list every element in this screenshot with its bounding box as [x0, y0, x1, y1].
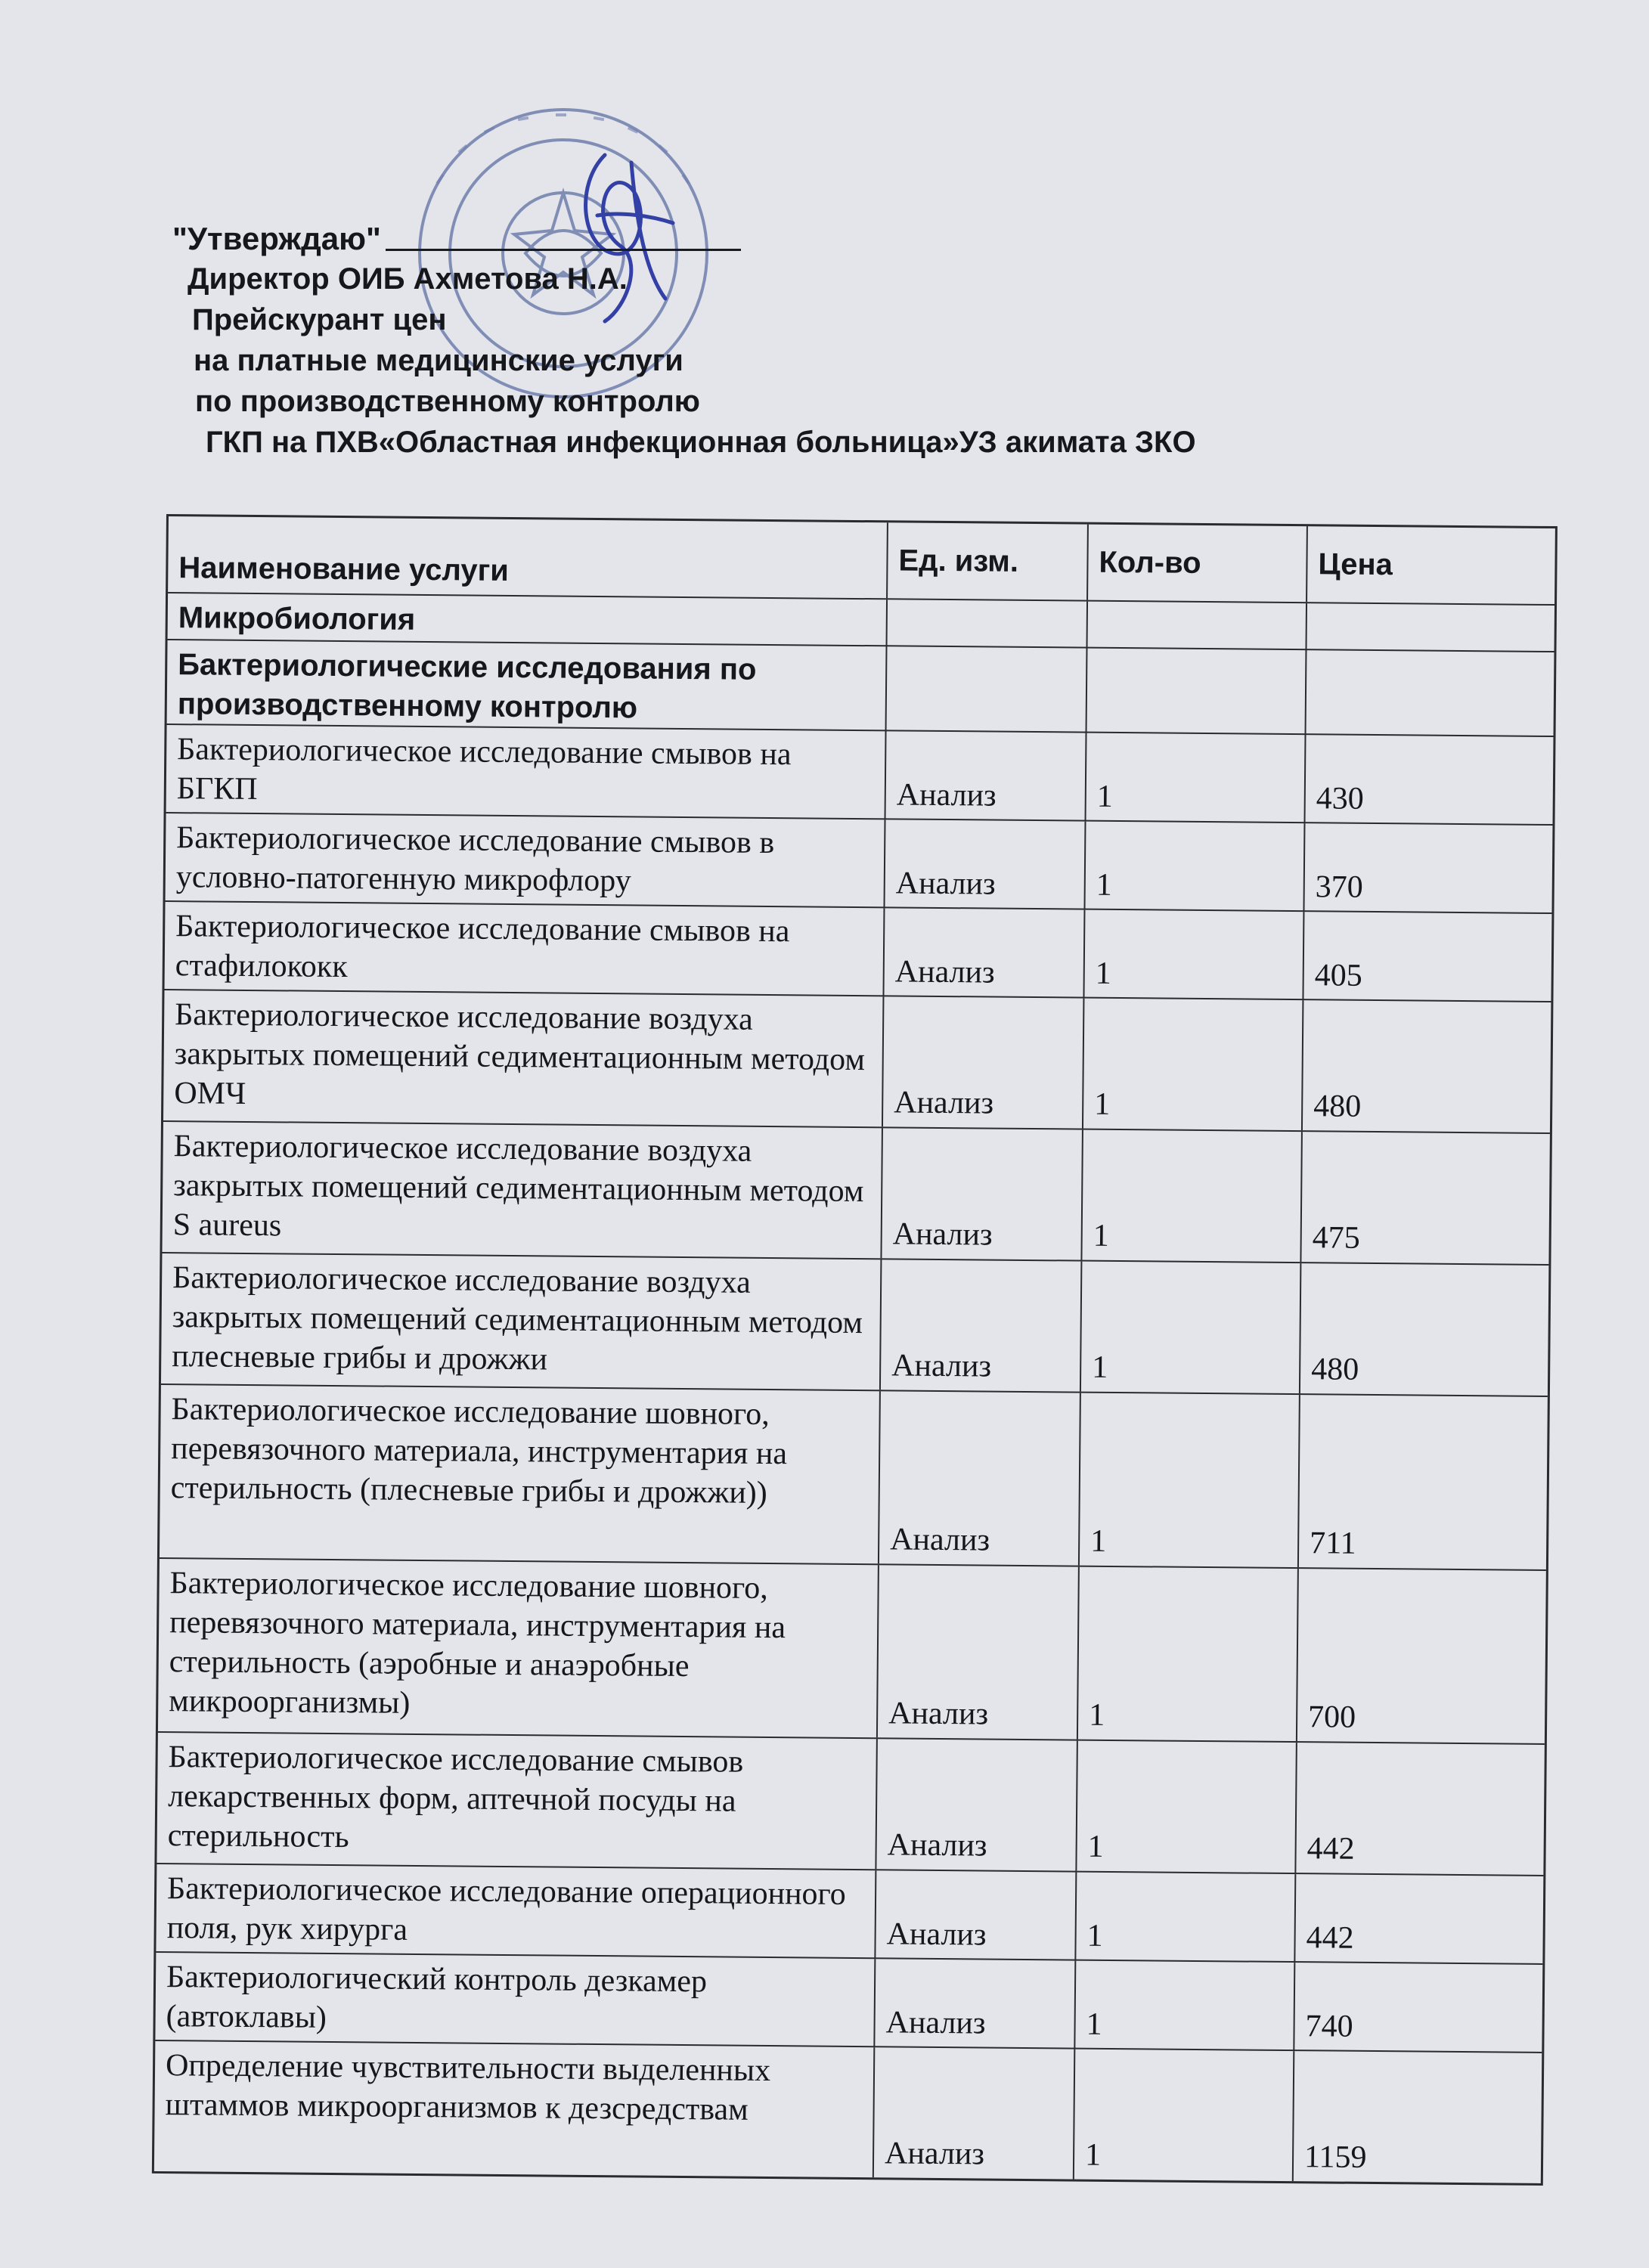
service-price: 370 — [1303, 823, 1552, 913]
table-row — [161, 1252, 1548, 1396]
service-name: Бактериологическое исследование шовного, перевязочного материала, инструментария на стерильность (плесневые грибы и дрожжи)) — [170, 1392, 788, 1510]
service-price: 480 — [1299, 1263, 1548, 1396]
column-header-name: Наименование услуги — [178, 551, 510, 587]
service-qty: 1 — [1073, 2050, 1293, 2182]
empty-cell — [1086, 602, 1306, 652]
service-unit: Анализ — [873, 2047, 1074, 2179]
document-subtitle-2: по производственному контролю — [195, 385, 700, 418]
service-name: Бактериологическое исследование смывов лекарственных форм, аптечной посуды на стерильность — [167, 1740, 744, 1855]
empty-cell — [885, 600, 1086, 649]
service-unit: Анализ — [878, 1391, 1080, 1565]
service-unit: Анализ — [882, 996, 1083, 1128]
approve-label: "Утверждаю" — [172, 221, 381, 256]
document-subtitle-1: на платные медицинские услуги — [194, 344, 683, 377]
table-row — [158, 1557, 1546, 1743]
table-row — [156, 1863, 1543, 1963]
service-price: 711 — [1297, 1395, 1548, 1569]
service-name: Бактериологическое исследование операционного поля, рук хирурга — [166, 1871, 846, 1947]
service-unit: Анализ — [879, 1259, 1080, 1391]
director-name: Директор ОИБ Ахметова Н.А. — [188, 262, 628, 296]
empty-cell — [1085, 649, 1305, 739]
service-name: Бактериологический контроль дезкамер (автоклавы) — [166, 1960, 708, 2035]
table-header-row — [168, 516, 1555, 604]
service-qty: 1 — [1080, 1130, 1300, 1263]
price-table — [152, 514, 1558, 2186]
subsection-title: Бактериологические исследования по производственному контролю — [177, 648, 757, 725]
service-price: 430 — [1303, 735, 1553, 825]
approve-line — [172, 219, 1420, 259]
empty-cell — [885, 646, 1086, 736]
service-price: 442 — [1294, 1743, 1544, 1875]
service-name: Бактериологическое исследование воздуха закрытых помещений седиментационным методом ОМЧ — [174, 997, 866, 1111]
column-header-qty: Кол-во — [1086, 525, 1306, 603]
service-unit: Анализ — [883, 820, 1084, 909]
service-unit: Анализ — [885, 731, 1086, 820]
table-row — [155, 1951, 1542, 2052]
service-qty: 1 — [1074, 1873, 1294, 1963]
service-price: 480 — [1301, 1000, 1551, 1132]
table-row — [154, 2040, 1542, 2183]
column-header-price: Цена — [1306, 526, 1555, 604]
document-title: Прейскурант цен — [192, 303, 447, 336]
service-qty: 1 — [1082, 999, 1302, 1131]
service-name: Определение чувствительности выделенных штаммов микроорганизмов к дезсредствам — [165, 2048, 771, 2127]
service-qty: 1 — [1074, 1961, 1294, 2051]
empty-cell — [1304, 650, 1554, 740]
empty-cell — [1305, 603, 1554, 654]
service-unit: Анализ — [875, 1739, 1076, 1870]
service-name: Бактериологическое исследование шовного, перевязочного материала, инструментария на стерильность (аэробные и анаэробные микроорганизмы) — [169, 1566, 786, 1721]
service-name: Бактериологическое исследование смывов в условно-патогенную микрофлору — [175, 820, 775, 899]
table-row — [166, 812, 1553, 912]
service-qty: 1 — [1083, 822, 1303, 912]
section-title: Микробиология — [178, 601, 416, 637]
service-qty: 1 — [1083, 910, 1303, 1000]
service-qty: 1 — [1077, 1567, 1297, 1742]
service-name: Бактериологическое исследование воздуха закрытых помещений седиментационным методом плесневые грибы и дрожжи — [172, 1260, 863, 1377]
table-row — [160, 1383, 1548, 1569]
table-row — [163, 989, 1551, 1132]
table-row — [157, 1731, 1544, 1875]
subsection-row — [167, 639, 1554, 736]
table-row — [162, 1120, 1549, 1264]
service-price: 1159 — [1292, 2051, 1542, 2183]
column-header-unit: Ед. изм. — [886, 522, 1087, 600]
service-unit: Анализ — [876, 1565, 1078, 1739]
service-qty: 1 — [1080, 1262, 1300, 1394]
service-name: Бактериологическое исследование смывов на БГКП — [176, 732, 792, 807]
service-price: 475 — [1300, 1132, 1549, 1264]
service-price: 442 — [1294, 1874, 1543, 1964]
service-qty: 1 — [1085, 733, 1305, 823]
signature-rule — [386, 249, 741, 251]
header-block — [172, 219, 1420, 463]
service-name: Бактериологическое исследование воздуха закрытых помещений седиментационным методом S aureus — [172, 1129, 864, 1244]
service-unit: Анализ — [873, 1959, 1074, 2048]
table-row — [166, 723, 1554, 824]
organization-name: ГКП на ПХВ«Областная инфекционная больница»УЗ акимата ЗКО — [206, 426, 1196, 459]
service-price: 405 — [1302, 912, 1551, 1002]
service-qty: 1 — [1075, 1741, 1295, 1873]
service-unit: Анализ — [874, 1870, 1075, 1960]
service-unit: Анализ — [880, 1128, 1081, 1259]
table-row — [165, 900, 1552, 1001]
service-unit: Анализ — [882, 908, 1083, 997]
service-qty: 1 — [1078, 1393, 1299, 1568]
service-name: Бактериологическое исследование смывов на стафилококк — [175, 909, 790, 985]
service-price: 700 — [1296, 1569, 1546, 1743]
service-price: 740 — [1293, 1963, 1542, 2053]
